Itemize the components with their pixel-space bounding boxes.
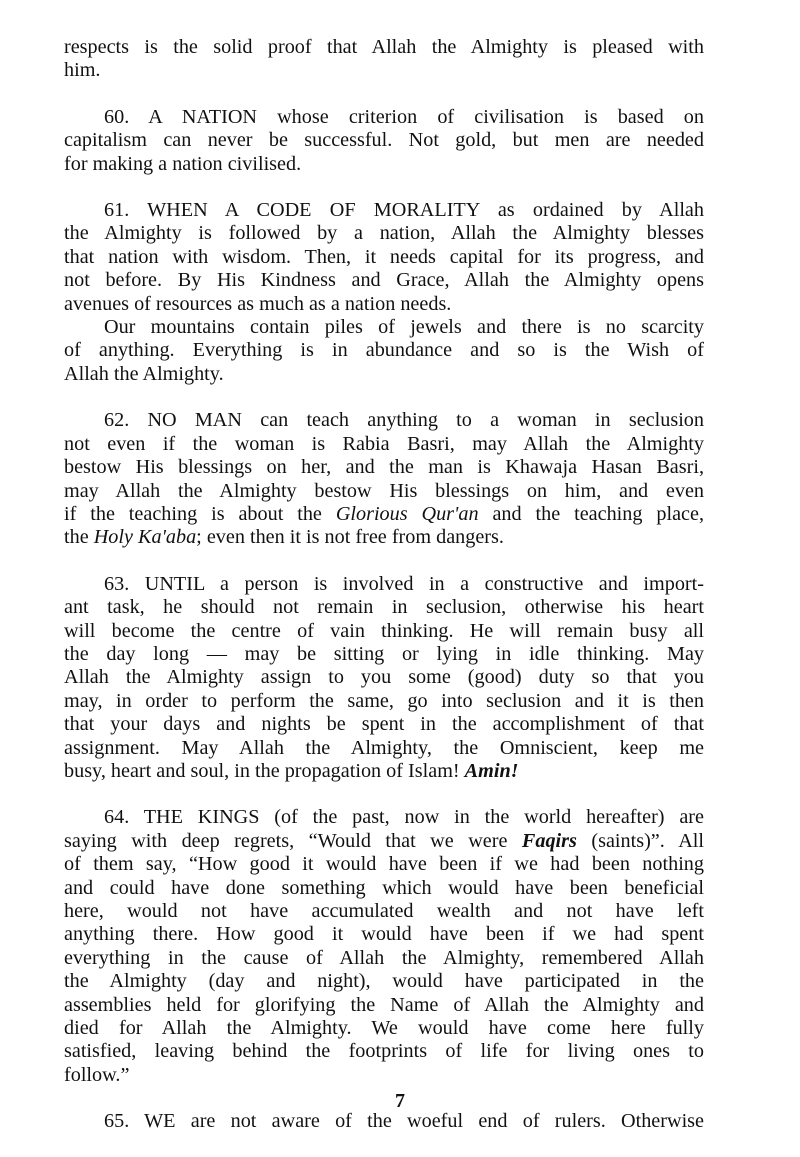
text-line: bestow His blessings on her, and the man is Khawaja Hasan Basri, <box>64 456 704 479</box>
text-line: assemblies held for glorifying the Name of Allah the Almighty and <box>64 993 704 1016</box>
text-line: anything there. How good it would have been if we had spent <box>64 923 704 946</box>
text-line <box>64 526 704 549</box>
text-line: 65. WE are not aware of the woeful end of rulers. Otherwise <box>104 1110 704 1133</box>
text-line <box>64 760 704 783</box>
text-line: not even if the woman is Rabia Basri, may Allah the Almighty <box>64 432 704 455</box>
text-line: capitalism can never be successful. Not gold, but men are needed <box>64 129 704 152</box>
text-line: him. <box>64 59 101 82</box>
text-line: 64. THE KINGS (of the past, now in the world hereafter) are <box>104 806 704 829</box>
paragraph-62 <box>64 409 704 549</box>
text-line: Allah the Almighty assign to you some (good) duty so that you <box>64 666 704 689</box>
paragraph-continued <box>64 36 704 83</box>
text-run: if the teaching is about the <box>64 502 336 525</box>
text-run: busy, heart and soul, in the propagation of Islam! <box>64 759 465 782</box>
text-line: satisfied, leaving behind the footprints of life for living ones to <box>64 1040 704 1063</box>
text-line <box>64 830 704 853</box>
text-line: avenues of resources as much as a nation needs. <box>64 292 452 315</box>
text-line: died for Allah the Almighty. We would have come here fully <box>64 1017 704 1040</box>
emphasis-text: Amin! <box>464 759 519 782</box>
paragraph-61 <box>64 199 704 316</box>
text-line: the Almighty is followed by a nation, Allah the Almighty blesses <box>64 222 704 245</box>
text-line: the day long — may be sitting or lying in idle thinking. May <box>64 642 704 665</box>
text-line: that your days and nights be spent in the accomplishment of that <box>64 713 704 736</box>
text-line: Allah the Almighty. <box>64 362 224 385</box>
text-run: and the teaching place, <box>478 502 704 525</box>
document-page <box>64 36 704 1157</box>
page-number: 7 <box>395 1090 405 1112</box>
text-line: follow.” <box>64 1063 130 1086</box>
text-line: 60. A NATION whose criterion of civilisation is based on <box>104 105 704 128</box>
paragraph-63 <box>64 573 704 784</box>
paragraph-60 <box>64 106 704 176</box>
text-line: 63. UNTIL a person is involved in a constructive and import- <box>104 572 704 595</box>
text-line <box>64 503 704 526</box>
text-line: respects is the solid proof that Allah the Almighty is pleased with <box>64 36 704 58</box>
text-line: the Almighty (day and night), would have participated in the <box>64 970 704 993</box>
text-run: ; even then it is not free from dangers. <box>196 526 504 549</box>
text-run: the <box>64 526 94 549</box>
emphasis-text: Faqirs <box>521 829 577 852</box>
paragraph-61-continued <box>64 316 704 386</box>
text-line: assignment. May Allah the Almighty, the Omniscient, keep me <box>64 736 704 759</box>
text-run: saying with deep regrets, “Would that we were <box>64 829 522 852</box>
text-line: that nation with wisdom. Then, it needs capital for its progress, and <box>64 245 704 268</box>
text-line: Our mountains contain piles of jewels and there is no scarcity <box>104 316 704 339</box>
text-line: not before. By His Kindness and Grace, Allah the Almighty opens <box>64 269 704 292</box>
text-line: will become the centre of vain thinking. He will remain busy all <box>64 619 704 642</box>
text-line: ant task, he should not remain in seclusion, otherwise his heart <box>64 596 704 619</box>
emphasis-text: Glorious Qur'an <box>335 502 479 525</box>
text-line: 62. NO MAN can teach anything to a woman in seclusion <box>104 409 704 432</box>
emphasis-text: Holy Ka'aba <box>93 526 197 549</box>
text-line: for making a nation civilised. <box>64 152 302 175</box>
paragraph-64 <box>64 806 704 1087</box>
text-line: may Allah the Almighty bestow His blessings on him, and even <box>64 479 704 502</box>
text-run: (saints)”. All <box>576 829 704 852</box>
text-line: 61. WHEN A CODE OF MORALITY as ordained by Allah <box>104 199 704 222</box>
text-line: and could have done something which would have been beneficial <box>64 876 704 899</box>
text-line: everything in the cause of Allah the Almighty, remembered Allah <box>64 946 704 969</box>
text-line: of them say, “How good it would have been if we had been nothing <box>64 853 704 876</box>
paragraph-65 <box>64 1110 704 1133</box>
text-line: of anything. Everything is in abundance and so is the Wish of <box>64 339 704 362</box>
text-line: here, would not have accumulated wealth and not have left <box>64 900 704 922</box>
text-line: may, in order to perform the same, go into seclusion and it is then <box>64 689 704 712</box>
